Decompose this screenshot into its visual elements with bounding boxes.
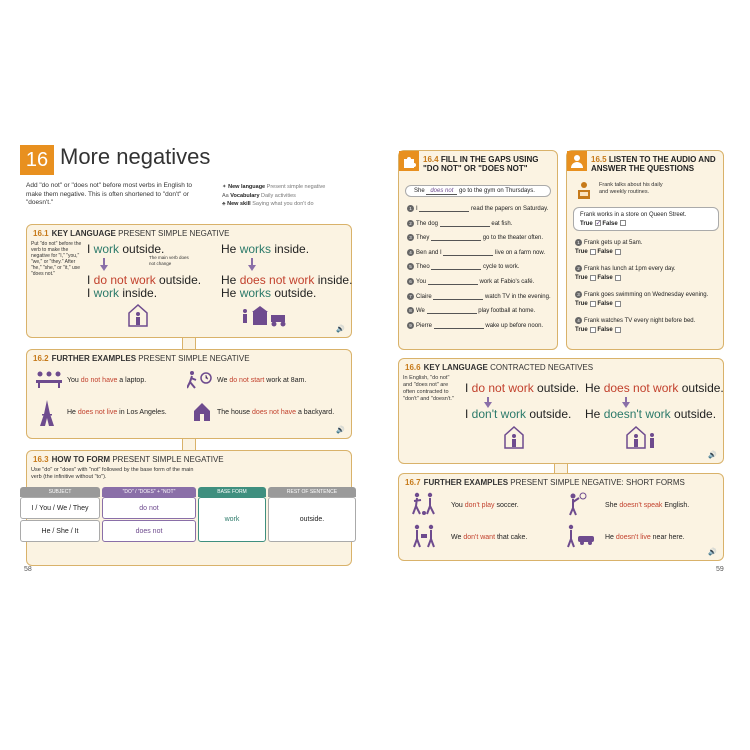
listening-person-icon [567,151,587,171]
gap-subject: Ben and I [416,249,442,256]
gap-answer-field[interactable] [419,206,469,212]
gap-answer-field[interactable] [443,250,493,256]
person-outside-house-icon [625,425,657,449]
eiffel-tower-icon [39,400,55,426]
example-line-3: He does not work outside. [585,381,724,395]
true-checkbox[interactable] [590,275,596,281]
header-aux: "DO" / "DOES" + "NOT" [102,487,196,497]
question-number: 2 [575,265,582,272]
subject-plural: I / You / We / They [20,497,100,519]
example-line-2: I don't work outside. [465,407,572,421]
true-false-item [575,291,708,309]
example-1: You do not have a laptop. [67,377,147,384]
gap-subject: Theo [416,264,430,271]
section-16-2 [26,349,352,439]
gap-rest: go to the theater often. [482,235,544,242]
page-number-right: 59 [716,566,724,573]
couple-cake-icon [411,524,441,548]
gap-item [407,234,543,241]
house-icon [193,402,211,422]
section-title: 16.5 LISTEN TO THE AUDIO AND ANSWER THE QUESTIONS [591,155,716,173]
legend-vocabulary: Aa Vocabulary Daily activities [222,192,296,199]
chapter-intro: Add "do not" or "does not" before most verbs in English to make them negative. This is often shortened to "don't" or "doesn't." [26,182,193,206]
question-text: Frank gets up at 5am. [584,240,643,247]
people-laptop-icon [35,370,63,388]
verb-note: The main verb does not change [149,255,189,266]
example-2: We do not start work at 8am. [217,377,307,384]
gap-rest: live on a farm now. [495,249,546,256]
aux-does-not: does not [102,520,196,542]
gap-subject: Pierre [416,322,433,329]
gap-answer-field[interactable] [428,279,478,285]
header-subject: SUBJECT [20,487,100,497]
example-2: She doesn't speak English. [605,502,690,509]
section-16-5 [566,150,724,350]
section-title: 16.4 FILL IN THE GAPS USING "DO NOT" OR "DOES NOT" [423,155,539,173]
example-line-1: I work outside. [87,242,165,256]
false-checkbox[interactable] [615,275,621,281]
question-number: 6 [407,278,414,285]
question-text: Frank has lunch at 1pm every day. [584,266,676,273]
question-number: 5 [407,263,414,270]
running-clock-icon [187,370,213,390]
gap-subject: They [416,235,430,242]
gap-item [407,307,535,314]
gap-answer-field[interactable] [440,221,490,227]
section-16-4 [398,150,558,350]
example-3: We don't want that cake. [451,534,528,541]
gap-rest: work at Fabio's café. [479,279,535,286]
rest-cell: outside. [268,497,356,542]
true-false-item [575,239,642,257]
speaking-person-icon [567,492,589,516]
audio-speaker-icon[interactable]: 🔊 [336,427,345,434]
true-label: True [575,249,588,256]
example-1: You don't play soccer. [451,502,519,509]
gap-subject: The dog [416,220,439,227]
true-checkbox[interactable] [590,301,596,307]
section-note: Put "do not" before the verb to make the negative for "I," "you," "we," or "they." After "he," "she," or "it," use "does not." [31,241,82,277]
example-line-4: He doesn't work outside. [585,407,717,421]
chapter-legend [222,183,325,209]
gap-subject: You [416,279,427,286]
section-title: 16.6 KEY LANGUAGE CONTRACTED NEGATIVES [405,363,594,372]
true-label: True [575,327,588,334]
gap-answer-field[interactable] [431,235,481,241]
speech-icon: ✦ [222,184,229,190]
audio-speaker-icon[interactable]: 🔊 [708,452,717,459]
legend-new-language: ✦ New language Present simple negative [222,184,326,190]
question-text: Frank watches TV every night before bed. [584,318,696,325]
header-rest: REST OF SENTENCE [268,487,356,497]
true-checkbox[interactable] [590,327,596,333]
puzzle-icon [399,151,419,171]
false-label: False [597,249,613,256]
example-box: Frank works in a store on Queen Street. True ✓ False [573,207,719,231]
true-label: True [575,301,588,308]
example-4: The house does not have a backyard. [217,409,335,416]
gap-answer-field[interactable] [433,294,483,300]
example-line-3: I work inside. [87,286,158,300]
section-title: 16.3 HOW TO FORM PRESENT SIMPLE NEGATIVE [33,455,224,464]
gap-item [407,263,519,270]
vocab-icon: Aa [222,192,231,199]
question-number: 1 [407,205,414,212]
false-label: False [597,301,613,308]
gap-rest: cycle to work. [483,264,520,271]
section-16-6 [398,358,724,464]
gap-item [407,293,551,300]
section-title: 16.7 FURTHER EXAMPLES PRESENT SIMPLE NEGATIVE: SHORT FORMS [405,478,685,487]
example-line-5: He does not work inside. [221,273,353,287]
false-checkbox[interactable] [615,327,621,333]
gap-subject: I [416,206,418,213]
skill-icon: ♣ [222,201,228,207]
gap-answer-field[interactable] [427,308,477,314]
book-spread [0,120,750,582]
example-line-6: He works outside. [221,286,317,300]
section-title: 16.2 FURTHER EXAMPLES PRESENT SIMPLE NEGATIVE [33,354,250,363]
example-box: She does not go to the gym on Thursdays. [405,185,551,197]
base-form-cell: work [198,497,266,542]
header-base-form: BASE FORM [198,487,266,497]
gap-rest: watch TV in the evening. [485,293,551,300]
person-in-house-icon [127,303,149,327]
example-line-2: I do not work outside. [87,273,202,287]
gap-item [407,278,534,285]
legend-new-skill: ♣ New skill Saying what you don't do [222,201,314,207]
gap-rest: wake up before noon. [485,322,544,329]
false-checkbox[interactable] [615,249,621,255]
audio-speaker-icon[interactable]: 🔊 [336,326,345,333]
true-checkbox[interactable] [590,249,596,255]
false-label: False [597,327,613,334]
true-false-item [575,317,695,335]
question-number: 9 [407,322,414,329]
gap-answer-field[interactable] [434,323,484,329]
person-car-icon [565,524,597,548]
section-note: In English, "do not" and "does not" are often contracted to "don't" and "doesn't." [403,375,454,402]
example-line-1: I do not work outside. [465,381,580,395]
gap-subject: Claire [416,293,432,300]
question-text: Frank goes swimming on Wednesday evening. [584,292,709,299]
gap-rest: eat fish. [491,220,513,227]
gap-item [407,322,543,329]
gap-rest: play football at home. [478,308,536,315]
page-number-left: 58 [24,566,32,573]
gap-item [407,220,512,227]
man-reading-icon [575,181,593,201]
aux-do-not: do not [102,497,196,519]
section-title: 16.1 KEY LANGUAGE PRESENT SIMPLE NEGATIVE [33,229,230,238]
audio-speaker-icon[interactable]: 🔊 [708,549,717,556]
chapter-title: More negatives [60,144,211,169]
false-checkbox[interactable] [615,301,621,307]
section-16-7 [398,473,724,561]
question-number: 4 [407,249,414,256]
section-16-1 [26,224,352,338]
section-note: Frank talks about his daily and weekly routines. [599,182,663,195]
example-3: He does not live in Los Angeles. [67,409,167,416]
soccer-players-icon [411,492,437,516]
question-number: 7 [407,293,414,300]
section-note: Use "do" or "does" with "not" followed by the base form of the main verb (the infinitive without "to"). [31,467,194,480]
subject-singular: He / She / It [20,520,100,542]
example-line-4: He works inside. [221,242,310,256]
person-in-house-icon [503,425,525,449]
gap-rest: read the papers on Saturday. [471,206,549,213]
person-outside-icon [241,305,291,327]
question-number: 3 [407,234,414,241]
gap-subject: We [416,308,425,315]
question-number: 2 [407,220,414,227]
question-number: 1 [575,239,582,246]
false-label: False [597,275,613,282]
true-label: True [575,275,588,282]
true-false-item [575,265,676,283]
gap-answer-field[interactable] [431,264,481,270]
example-4: He doesn't live near here. [605,534,685,541]
chapter-number-badge: 16 [20,145,54,175]
gap-item [407,205,548,212]
question-number: 3 [575,291,582,298]
gap-item [407,249,545,256]
question-number: 8 [407,307,414,314]
question-number: 4 [575,317,582,324]
